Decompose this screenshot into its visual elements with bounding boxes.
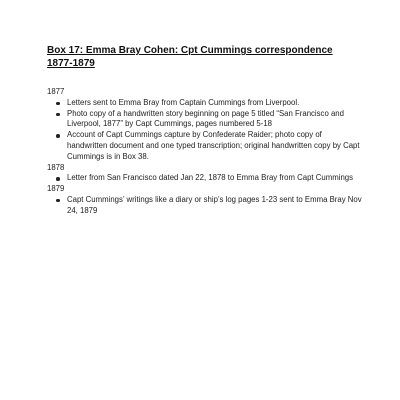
item-list — [47, 173, 367, 184]
year-heading: 1877 — [47, 87, 65, 96]
list-item — [47, 109, 362, 131]
item-list — [47, 98, 367, 163]
title-line-2: 1877-1879 — [47, 58, 95, 69]
year-sections — [47, 87, 367, 217]
list-item-text: Letter from San Francisco dated Jan 22, 1878 to Emma Bray from Capt Cummings — [67, 173, 354, 183]
item-list — [47, 195, 367, 217]
list-item — [47, 130, 362, 162]
year-heading: 1879 — [47, 184, 65, 194]
bullet-icon — [56, 199, 60, 203]
document-page — [47, 44, 367, 217]
bullet-icon — [56, 102, 60, 106]
bullet-icon — [56, 177, 60, 181]
section-1877 — [47, 87, 367, 163]
list-item — [47, 195, 362, 217]
list-item-text: Letters sent to Emma Bray from Captain Cummings from Liverpool. — [67, 97, 300, 107]
title-line-1: Box 17: Emma Bray Cohen: Cpt Cummings correspondence — [47, 45, 333, 56]
list-item — [47, 98, 362, 109]
list-item-text: Account of Capt Cummings capture by Confederate Raider; photo copy of handwritten document and one typed transcription; original handwritten copy by Capt Cummings is in Box 38. — [67, 130, 360, 161]
list-item-text: Photo copy of a handwritten story beginning on page 5 titled “San Francisco and Liverpool, 1877” by Capt Cummings, pages numbered 5-18 — [67, 108, 344, 129]
bullet-icon — [56, 134, 60, 138]
section-1878 — [47, 163, 367, 185]
document-title — [47, 44, 367, 70]
bullet-icon — [56, 113, 60, 117]
list-item-text: Capt Cummings’ writings like a diary or ship’s log pages 1-23 sent to Emma Bray Nov 24, 1879 — [67, 194, 362, 215]
list-item — [47, 173, 362, 184]
year-heading: 1878 — [47, 162, 65, 172]
section-1879 — [47, 184, 367, 216]
